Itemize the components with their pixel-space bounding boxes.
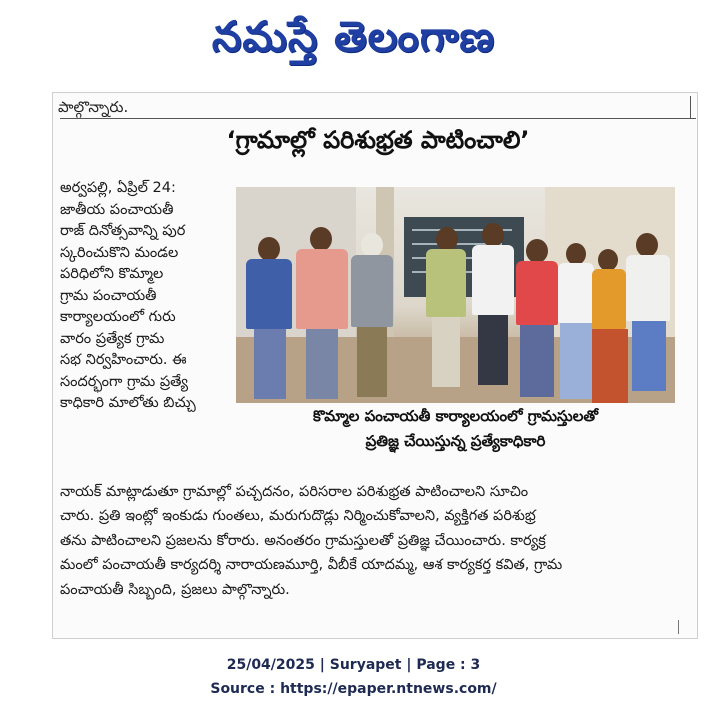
- footer-source-line: Source : https://epaper.ntnews.com/: [210, 681, 497, 697]
- article-line: జాతీయ పంచాయతీ: [60, 201, 174, 218]
- top-divider: [60, 118, 696, 119]
- article-line: సభ నిర్వహించారు. ఈ: [60, 352, 187, 368]
- article-line: వారం ప్రత్యేక గ్రామ: [60, 330, 165, 347]
- caption-line: ప్రతిజ్ఞ చేయిస్తున్న ప్రత్యేకాధికారి: [365, 432, 546, 450]
- news-photo: [236, 187, 675, 403]
- article-headline: ‘గ్రామాల్లో పరిశుభ్రత పాటించాలి’: [226, 126, 530, 154]
- right-rule: [690, 96, 691, 118]
- caption-line: కొమ్మాల పంచాయతీ కార్యాలయంలో గ్రామస్తులతో: [313, 407, 598, 425]
- article-line: కార్యాలయంలో గురు: [60, 309, 176, 325]
- article-line: పరిధిలోని కొమ్మాల: [60, 266, 164, 282]
- masthead-logo: నమస్తే తెలంగాణ: [211, 12, 496, 61]
- article-line: రాజ్ దినోత్సవాన్ని పుర: [60, 223, 186, 239]
- photo-caption: [236, 404, 675, 460]
- article-line: స్కరించుకొని మండల: [60, 244, 179, 261]
- article-line: గ్రామ పంచాయతీ: [60, 287, 157, 304]
- article-left-column: [60, 178, 228, 415]
- article-bottom-column: [60, 480, 680, 602]
- article-line: అర్వపల్లి, ఏప్రిల్ 24:: [60, 180, 176, 196]
- article-line: తను పాటించాలని ప్రజలను కోరారు. అనంతరం గ్రామస్తులతో ప్రతిజ్ఞ చేయించారు. కార్యక్ర: [60, 532, 546, 549]
- previous-article-tail: పాల్గొన్నారు.: [58, 98, 129, 116]
- article-line: పంచాయతీ సిబ్బంది, ప్రజలు పాల్గొన్నారు.: [60, 581, 290, 598]
- article-line: కాధికారి మాలోతు బిచ్చు: [60, 395, 196, 411]
- article-line: చారు. ప్రతి ఇంట్లో ఇంకుడు గుంతలు, మరుగుదొడ్లు నిర్మించుకోవాలని, వ్యక్తిగత పరిశుభ్ర: [60, 508, 536, 525]
- article-line: సందర్భంగా గ్రామ ప్రత్యే: [60, 373, 189, 390]
- article-line: నాయక్ మాట్లాడుతూ గ్రామాల్లో పచ్చదనం, పరిసరాల పరిశుభ్రత పాటించాలని సూచిం: [60, 484, 529, 500]
- column-rule: [678, 620, 679, 634]
- article-line: మంలో పంచాయతీ కార్యదర్శి నారాయణమూర్తి, వీబీకే యాదమ్మ, ఆశ కార్యకర్త కవిత, గ్రామ: [60, 557, 563, 574]
- footer-date-line: 25/04/2025 | Suryapet | Page : 3: [226, 657, 481, 673]
